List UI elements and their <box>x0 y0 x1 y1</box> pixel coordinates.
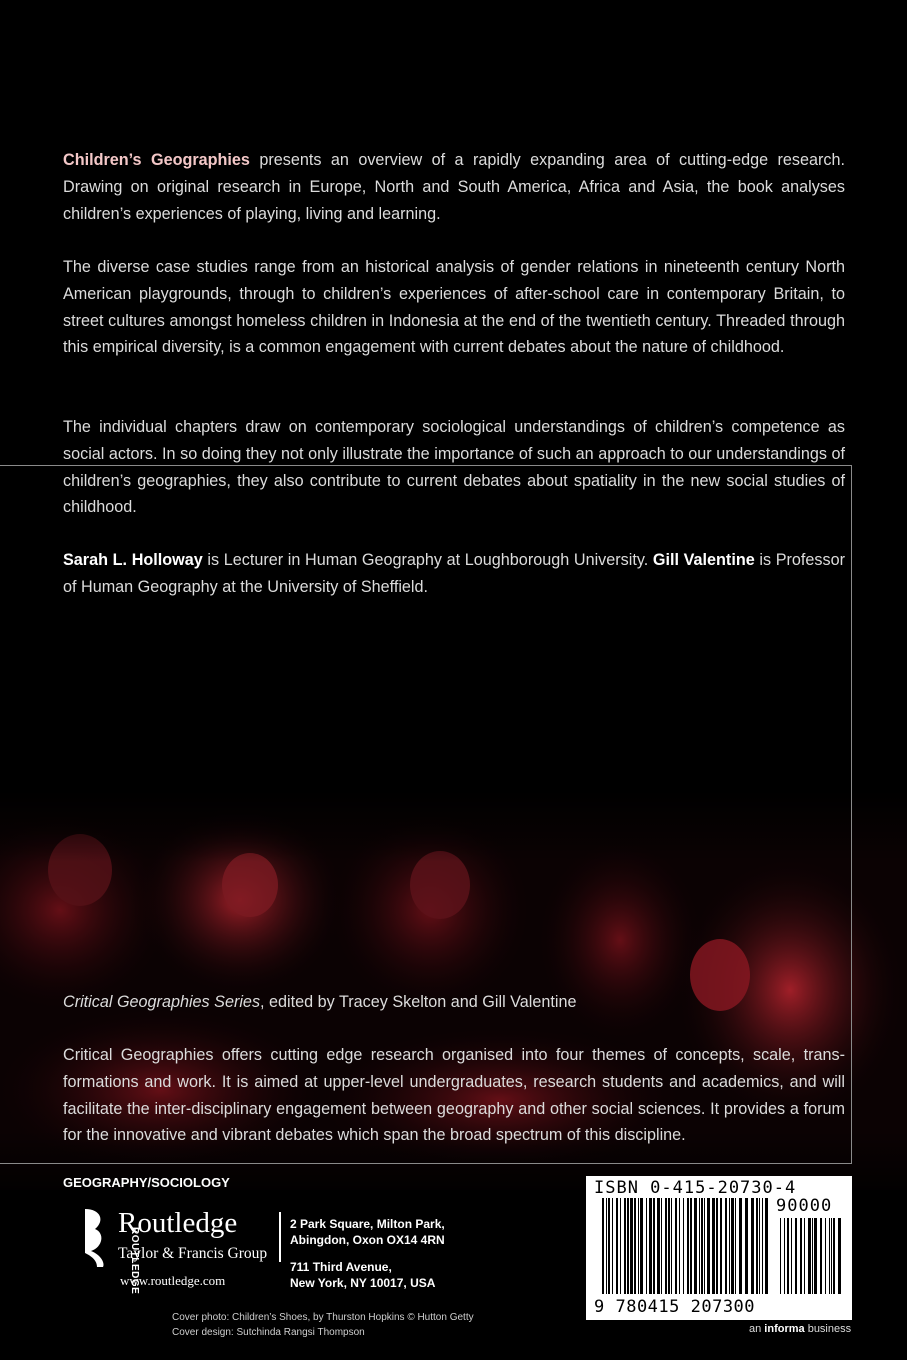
barcode-bar <box>646 1198 647 1294</box>
barcode-bar <box>704 1198 705 1294</box>
barcode-bar <box>716 1198 718 1294</box>
publisher-name: Routledge <box>118 1207 238 1239</box>
barcode-bar <box>638 1198 639 1294</box>
address-line: 711 Third Avenue, <box>290 1260 392 1274</box>
barcode-bar <box>690 1198 692 1294</box>
barcode-bar <box>745 1198 748 1294</box>
barcode-bar <box>731 1198 734 1294</box>
barcode-bar <box>735 1198 736 1294</box>
tagline-prefix: an <box>749 1323 765 1335</box>
barcode-bar <box>765 1198 768 1294</box>
barcode-bar <box>825 1218 826 1294</box>
address-line: New York, NY 10017, USA <box>290 1276 436 1290</box>
author-name: Sarah L. Holloway <box>63 551 203 569</box>
barcode-bar <box>630 1198 633 1294</box>
isbn-number: ISBN 0-415-20730-4 <box>594 1178 797 1198</box>
series-line <box>63 989 845 1016</box>
barcode-bar <box>694 1198 697 1294</box>
tagline-suffix: business <box>804 1323 852 1335</box>
barcode-bar <box>756 1198 758 1294</box>
publisher-url[interactable]: www.routledge.com <box>120 1273 226 1288</box>
author-description: is Professor of Human Geography at the University of Sheffield. <box>63 551 845 596</box>
barcode-bar <box>668 1198 670 1294</box>
subject-category: GEOGRAPHY/SOCIOLOGY <box>63 1175 230 1190</box>
barcode-bar <box>808 1218 811 1294</box>
barcode-bar <box>634 1198 636 1294</box>
barcode-bar <box>791 1218 792 1294</box>
barcode-bar <box>640 1198 643 1294</box>
barcode-bar <box>829 1218 830 1294</box>
barcode-bar <box>608 1198 610 1294</box>
blurb-text: presents an overview of a rapidly expanding area of cutting-edge research. Drawing on original research in Europe, North and South America, Africa and Asia, the book analyses children’s experiences of playing, living and learning. <box>63 151 845 223</box>
series-name: Critical Geographies Series <box>63 993 261 1011</box>
barcode-bar <box>683 1198 684 1294</box>
barcode-bar <box>687 1198 689 1294</box>
barcode-bar <box>795 1218 797 1294</box>
barcode <box>586 1176 852 1320</box>
photo-credit: Cover photo: Children’s Shoes, by Thurston Hopkins © Hutton Getty <box>172 1312 474 1323</box>
barcode-bar <box>833 1218 835 1294</box>
barcode-bar <box>787 1218 789 1294</box>
barcode-bar <box>800 1218 802 1294</box>
barcode-bar <box>831 1218 832 1294</box>
barcode-bar <box>602 1198 604 1294</box>
barcode-bar <box>784 1218 785 1294</box>
series-editors: , edited by Tracey Skelton and Gill Valentine <box>260 993 577 1011</box>
blurb-paragraph-3: The individual chapters draw on contemporary sociological understandings of children’s competence as social actors. In so doing they not only illustrate the importance of such an approach to our understandings of children’s geographies, they also contribute to current debates about spatiality in the new social studies of childhood. <box>63 418 845 517</box>
barcode-bar <box>675 1198 677 1294</box>
barcode-bar <box>624 1198 626 1294</box>
barcode-bar <box>838 1218 841 1294</box>
routledge-logo <box>63 1205 278 1300</box>
barcode-bar <box>701 1198 703 1294</box>
address-us <box>290 1259 435 1291</box>
barcode-bar <box>814 1218 817 1294</box>
blurb-paragraph-2: The diverse case studies range from an historical analysis of gender relations in nineteenth century North American playgrounds, through to children’s experiences of after-school care in contemporary Britain, to street cultures amongst homeless children in Indonesia at the end of the twentieth century. Threaded through this empirical diversity, is a common engagement with current debates about the nature of childhood. <box>63 258 845 357</box>
barcode-bar <box>653 1198 655 1294</box>
address-line: Abingdon, Oxon OX14 4RN <box>290 1233 445 1247</box>
price-addon: 90000 <box>776 1196 833 1216</box>
barcode-bar <box>804 1218 805 1294</box>
barcode-bar <box>612 1198 613 1294</box>
barcode-bar <box>780 1218 781 1294</box>
barcode-bar <box>620 1198 621 1294</box>
barcode-bar <box>739 1198 742 1294</box>
author-description: is Lecturer in Human Geography at Loughborough University. <box>202 551 653 569</box>
routledge-mark-icon <box>81 1207 107 1269</box>
blurb-paragraph-1 <box>63 147 845 227</box>
barcode-bar <box>606 1198 607 1294</box>
barcode-bar <box>712 1198 715 1294</box>
barcode-bar <box>627 1198 629 1294</box>
publisher-rotated-name: ROUTLEDGE <box>129 1227 140 1295</box>
barcode-bar <box>679 1198 680 1294</box>
informa-brand: informa <box>764 1323 805 1335</box>
barcode-bar <box>657 1198 660 1294</box>
design-credit: Cover design: Sutchinda Rangsi Thompson <box>172 1327 365 1338</box>
address-uk <box>290 1216 445 1248</box>
barcode-bar <box>751 1198 754 1294</box>
barcode-bar <box>661 1198 662 1294</box>
ean-number: 9 780415 207300 <box>594 1297 756 1317</box>
barcode-bar <box>707 1198 710 1294</box>
barcode-bar <box>671 1198 672 1294</box>
barcode-bar <box>812 1218 813 1294</box>
barcode-bar <box>762 1198 763 1294</box>
barcode-bar <box>699 1198 700 1294</box>
barcode-bar <box>649 1198 652 1294</box>
informa-tagline <box>749 1323 851 1335</box>
barcode-bar <box>759 1198 760 1294</box>
barcode-bar <box>729 1198 730 1294</box>
address-line: 2 Park Square, Milton Park, <box>290 1217 445 1231</box>
barcode-bars <box>596 1198 842 1298</box>
book-title: Children’s Geographies <box>63 151 250 169</box>
divider <box>279 1212 281 1262</box>
author-name: Gill Valentine <box>652 551 755 569</box>
publisher-group: Taylor & Francis Group <box>118 1245 268 1262</box>
barcode-bar <box>665 1198 667 1294</box>
barcode-bar <box>725 1198 727 1294</box>
author-bio <box>63 547 845 601</box>
barcode-bar <box>616 1198 618 1294</box>
series-description: Critical Geographies offers cutting edge research organised into four themes of concepts, scale, trans-formations and work. It is aimed at upper-level undergraduates, research students and academics, and will facilitate the inter-disciplinary engagement between geography and other social sciences. It provides a forum for the innovative and vibrant debates which span the broad spectrum of this discipline. <box>63 1046 845 1145</box>
barcode-bar <box>720 1198 722 1294</box>
barcode-bar <box>820 1218 822 1294</box>
